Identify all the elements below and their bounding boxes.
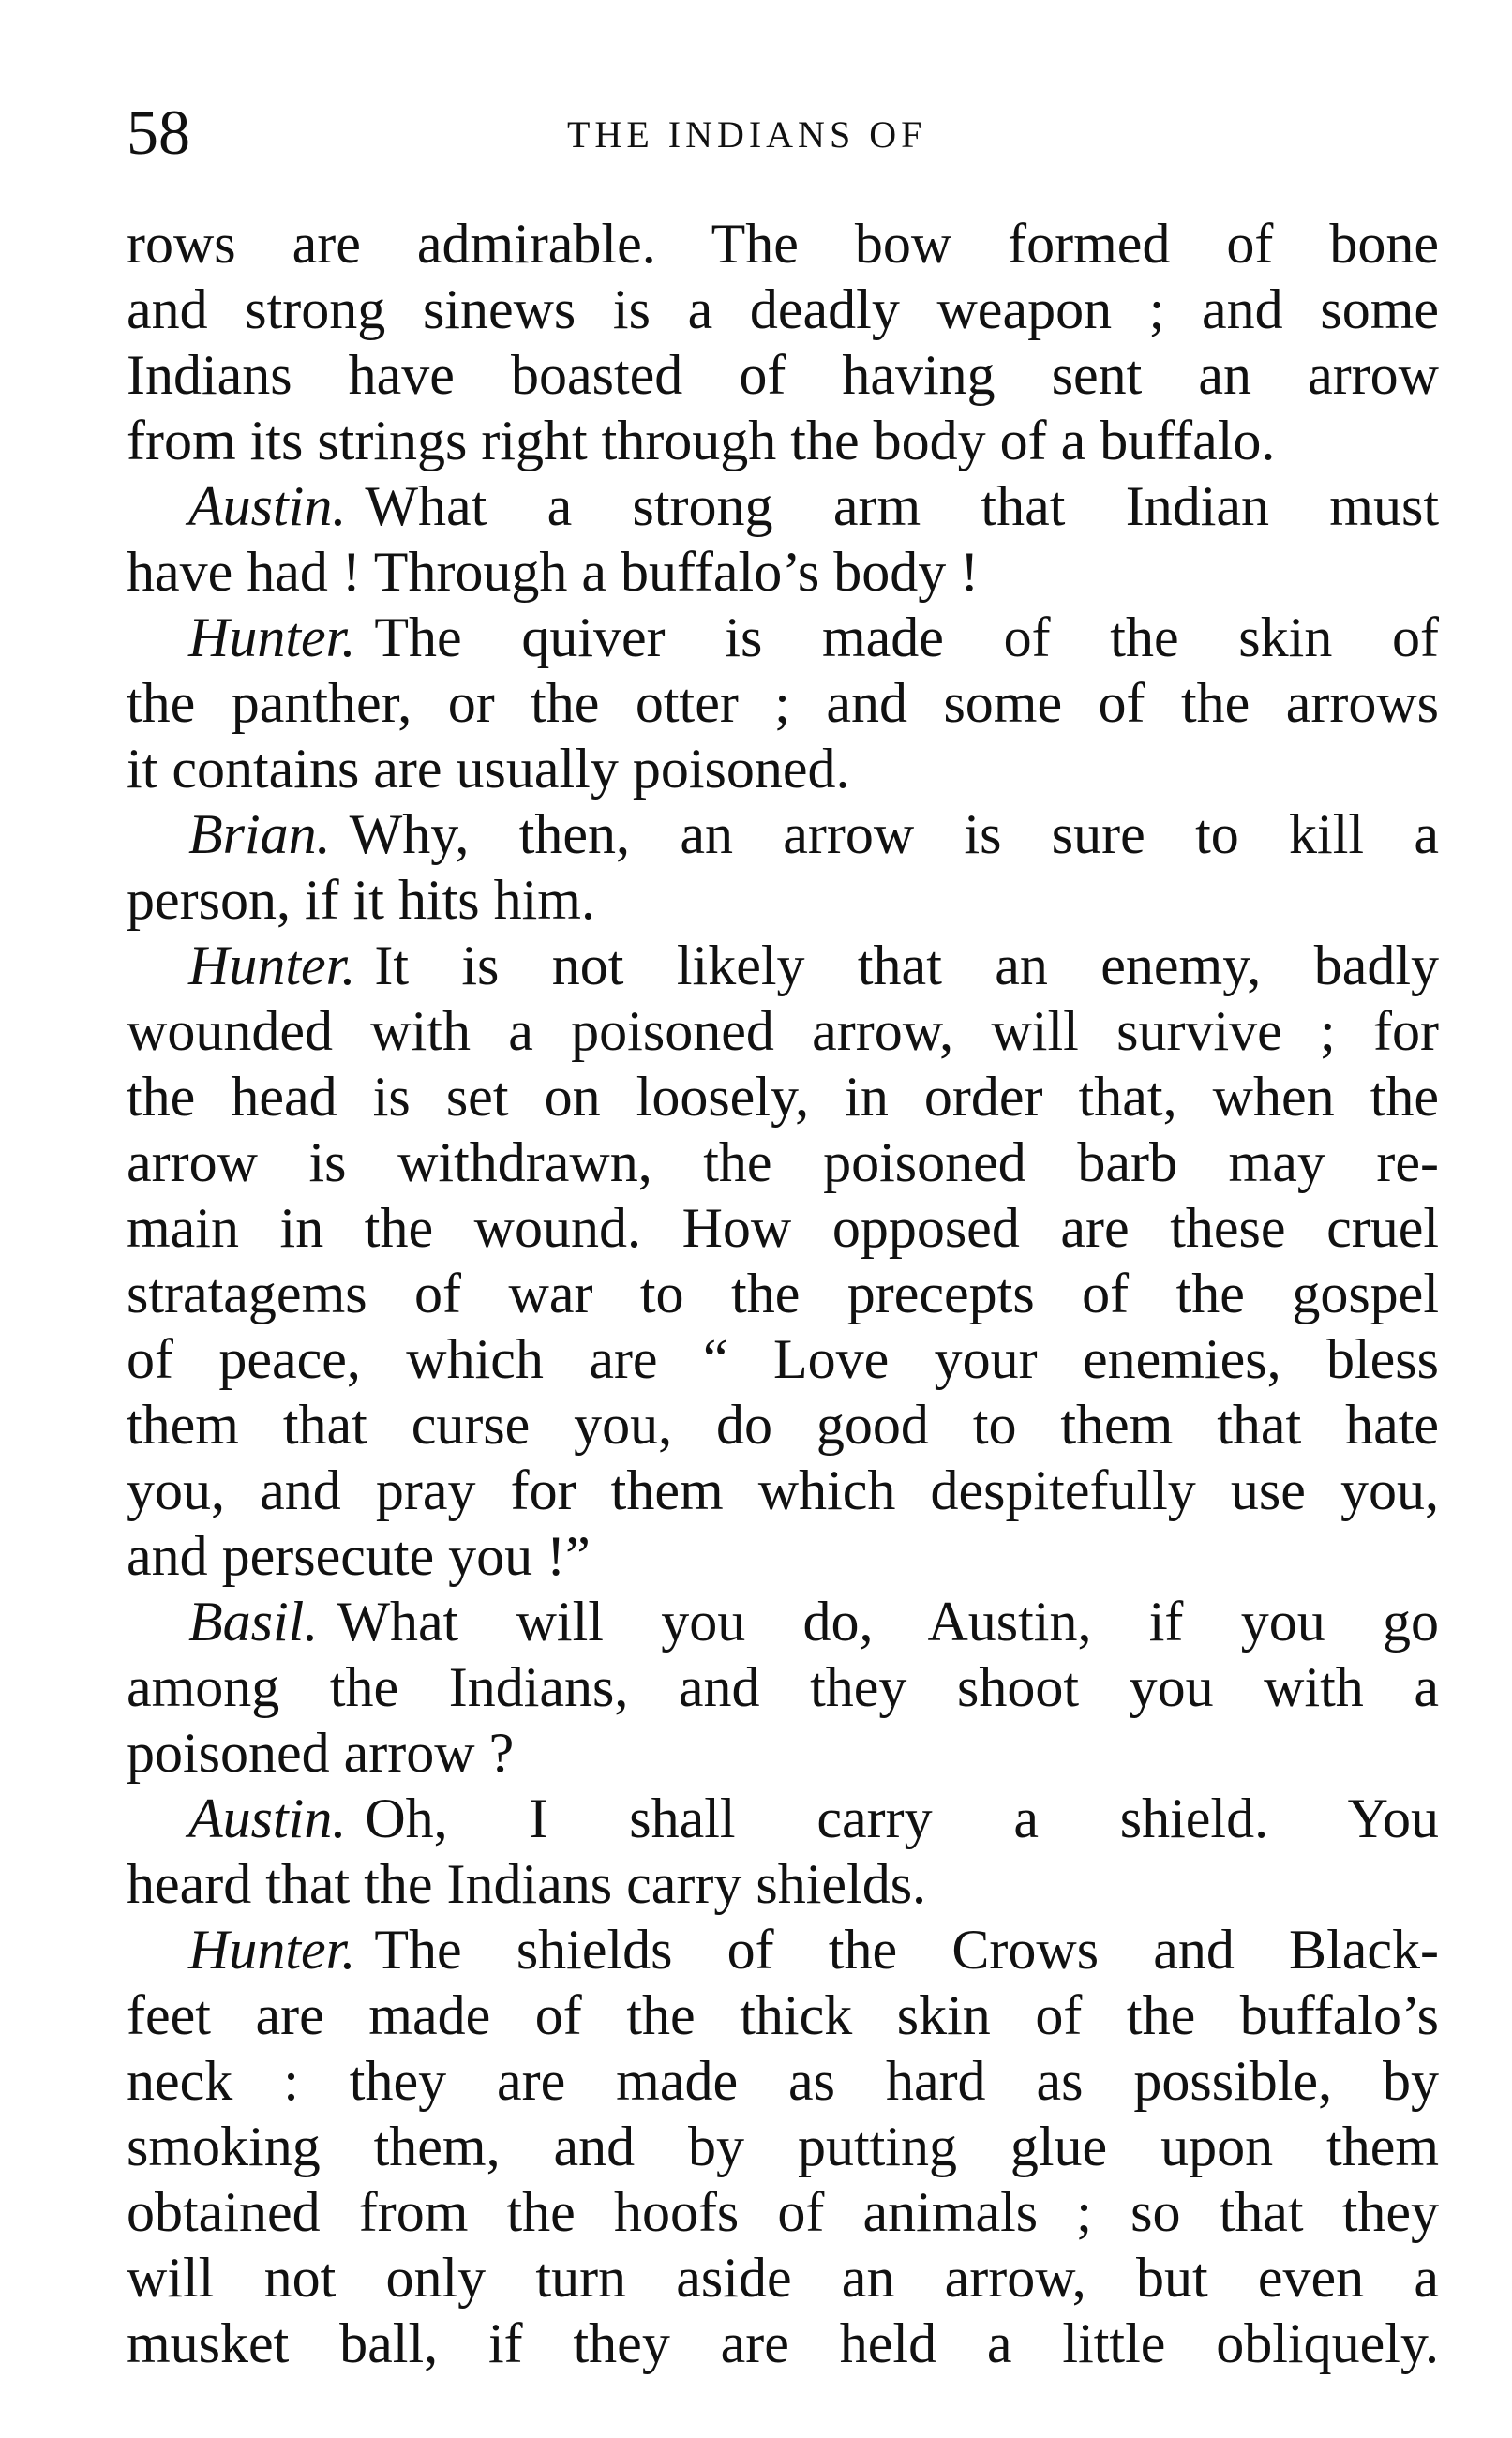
line-text: neck : they are made as hard as possible, by xyxy=(127,2050,1439,2112)
text-line-27 xyxy=(127,1917,1439,1982)
text-line-31 xyxy=(127,2179,1439,2245)
text-line-3 xyxy=(127,342,1439,408)
line-text: you, and pray for them which despitefully use you, xyxy=(127,1459,1439,1521)
line-text: wounded with a poisoned arrow, will survive ; for xyxy=(127,1000,1439,1062)
line-text: What a strong arm that Indian must xyxy=(365,475,1439,537)
speaker-name: Austin. xyxy=(188,1787,347,1849)
line-text: stratagems of war to the precepts of the gospel xyxy=(127,1263,1439,1324)
text-line-23 xyxy=(127,1654,1439,1720)
speaker-name: Basil. xyxy=(188,1591,319,1653)
body-text xyxy=(127,211,1439,2376)
line-text: main in the wound. How opposed are these cruel xyxy=(127,1197,1439,1259)
line-text: person, if it hits him. xyxy=(127,869,595,931)
text-line-5 xyxy=(127,473,1439,539)
line-text: have had ! Through a buffalo’s body ! xyxy=(127,541,980,603)
line-text: heard that the Indians carry shields. xyxy=(127,1853,927,1915)
line-text: and strong sinews is a deadly weapon ; and some xyxy=(127,278,1439,340)
running-title: THE INDIANS OF xyxy=(567,113,927,156)
line-text: obtained from the hoofs of animals ; so that they xyxy=(127,2181,1439,2243)
text-line-21 xyxy=(127,1523,1439,1589)
speaker-name: Brian. xyxy=(188,803,331,865)
speaker-name: Hunter. xyxy=(188,935,356,996)
text-line-22 xyxy=(127,1589,1439,1654)
text-line-14 xyxy=(127,1064,1439,1129)
text-line-2 xyxy=(127,277,1439,342)
text-line-9 xyxy=(127,736,1439,801)
line-text: Why, then, an arrow is sure to kill a xyxy=(349,803,1439,865)
text-line-24 xyxy=(127,1720,1439,1786)
line-text: from its strings right through the body of a buffalo. xyxy=(127,410,1276,471)
text-line-19 xyxy=(127,1392,1439,1458)
text-line-16 xyxy=(127,1195,1439,1261)
text-line-13 xyxy=(127,998,1439,1064)
text-line-17 xyxy=(127,1261,1439,1326)
line-text: Oh, I shall carry a shield. You xyxy=(365,1787,1439,1849)
text-line-28 xyxy=(127,1982,1439,2048)
line-text: poisoned arrow ? xyxy=(127,1722,515,1784)
text-line-32 xyxy=(127,2245,1439,2311)
text-line-11 xyxy=(127,867,1439,933)
line-text: Indians have boasted of having sent an arrow xyxy=(127,344,1439,406)
text-line-4 xyxy=(127,408,1439,473)
line-text: will not only turn aside an arrow, but even a xyxy=(127,2247,1439,2309)
line-text: the head is set on loosely, in order that, when the xyxy=(127,1066,1439,1128)
text-line-20 xyxy=(127,1458,1439,1523)
text-line-7 xyxy=(127,605,1439,670)
text-line-29 xyxy=(127,2048,1439,2114)
text-line-8 xyxy=(127,670,1439,736)
text-line-30 xyxy=(127,2114,1439,2179)
line-text: arrow is withdrawn, the poisoned barb may re- xyxy=(127,1131,1439,1193)
line-text: musket ball, if they are held a little obliquely. xyxy=(127,2312,1439,2374)
text-line-25 xyxy=(127,1786,1439,1851)
page-number: 58 xyxy=(127,97,190,168)
line-text: What will you do, Austin, if you go xyxy=(337,1591,1439,1653)
speaker-name: Hunter. xyxy=(188,606,356,668)
line-text: rows are admirable. The bow formed of bone xyxy=(127,213,1439,275)
text-line-33 xyxy=(127,2311,1439,2376)
text-line-1 xyxy=(127,211,1439,277)
speaker-name: Hunter. xyxy=(188,1919,356,1981)
line-text: them that curse you, do good to them that hate xyxy=(127,1394,1439,1456)
line-text: among the Indians, and they shoot you with a xyxy=(127,1656,1439,1718)
text-line-12 xyxy=(127,933,1439,998)
line-text: The quiver is made of the skin of xyxy=(374,606,1439,668)
text-line-26 xyxy=(127,1851,1439,1917)
line-text: of peace, which are “ Love your enemies, bless xyxy=(127,1328,1439,1390)
speaker-name: Austin. xyxy=(188,475,347,537)
line-text: and persecute you !” xyxy=(127,1525,591,1587)
line-text: It is not likely that an enemy, badly xyxy=(374,935,1439,996)
line-text: it contains are usually poisoned. xyxy=(127,738,850,800)
running-head xyxy=(127,90,1439,174)
text-line-10 xyxy=(127,801,1439,867)
line-text: feet are made of the thick skin of the buffalo’s xyxy=(127,1984,1439,2046)
text-line-6 xyxy=(127,539,1439,605)
line-text: smoking them, and by putting glue upon them xyxy=(127,2116,1439,2177)
line-text: The shields of the Crows and Black- xyxy=(374,1919,1439,1981)
text-line-18 xyxy=(127,1326,1439,1392)
text-line-15 xyxy=(127,1129,1439,1195)
line-text: the panther, or the otter ; and some of the arrows xyxy=(127,672,1439,734)
